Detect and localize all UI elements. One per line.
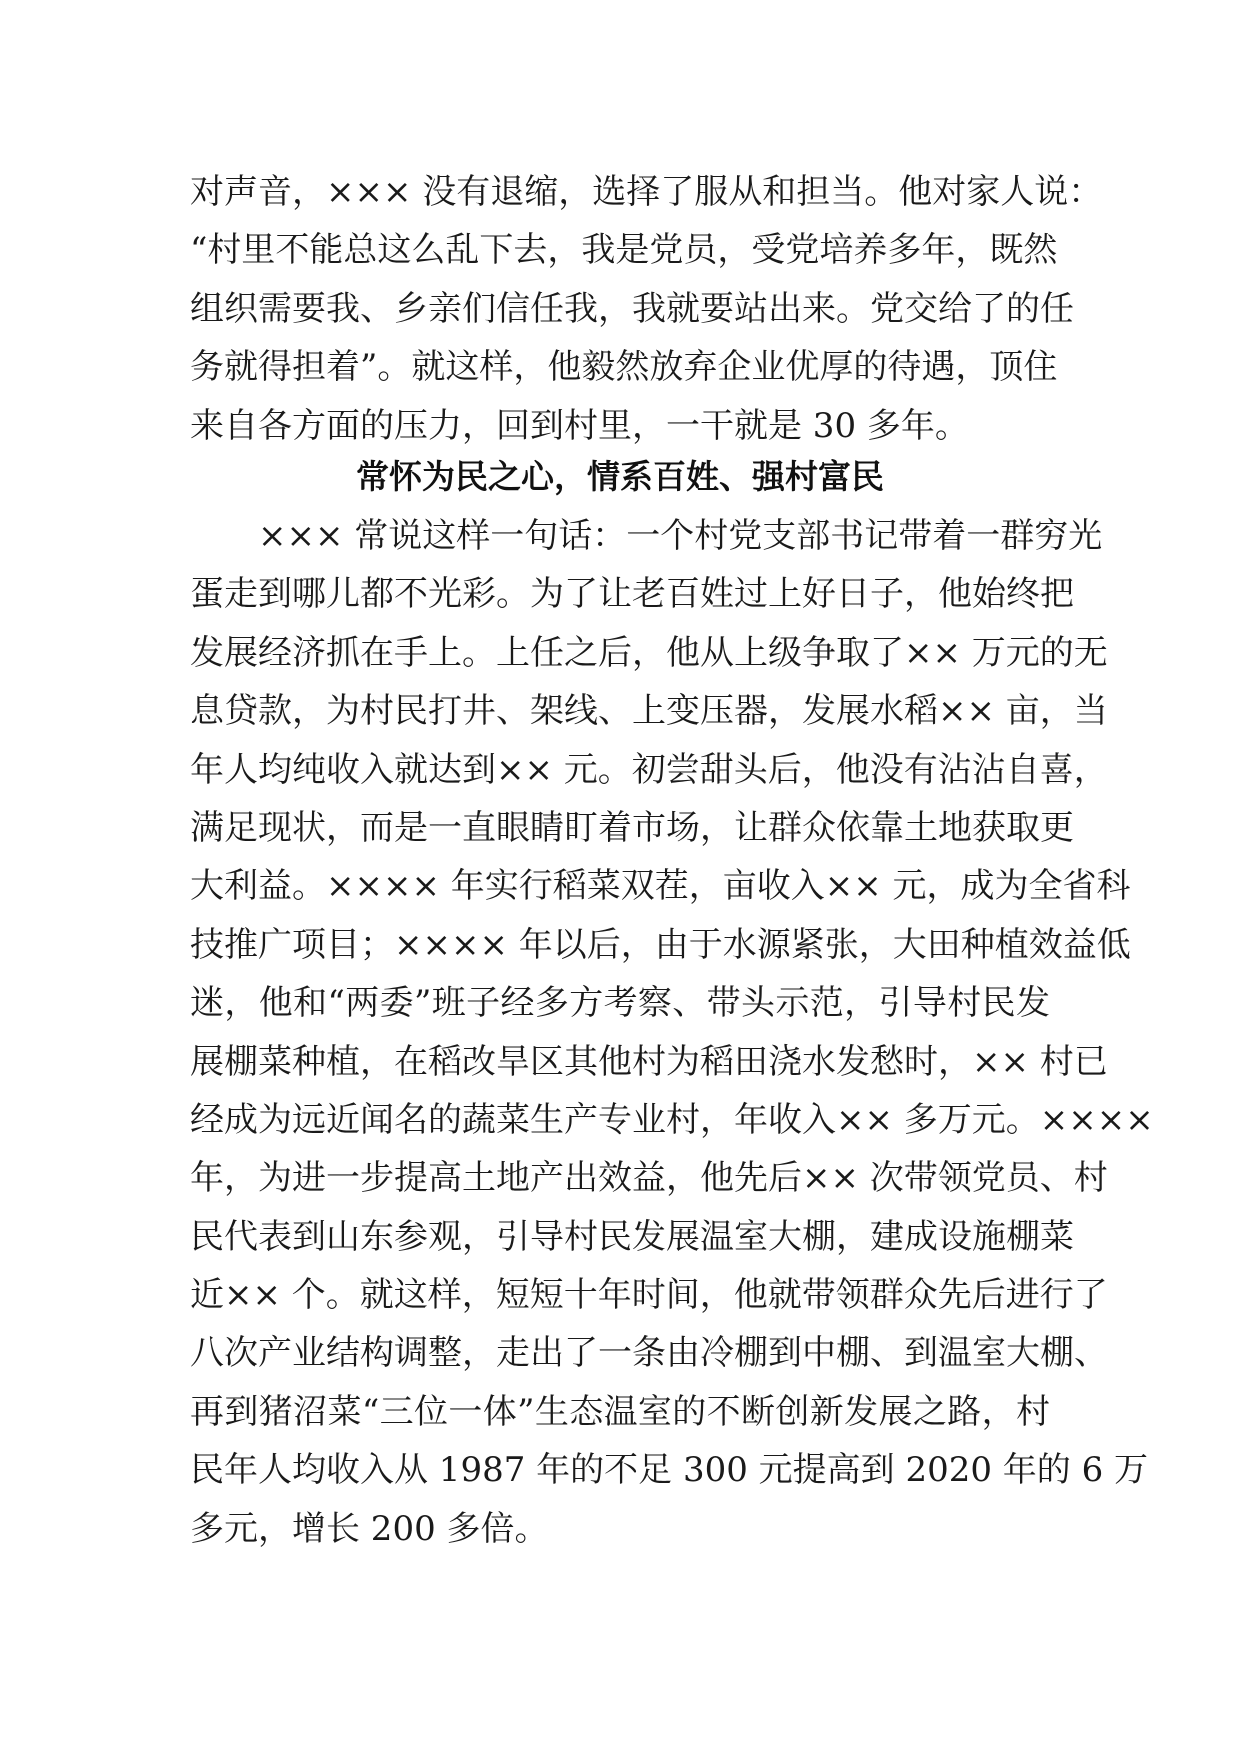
- paragraph-2-line-2: 蛋走到哪儿都不光彩。为了让老百姓过上好日子，他始终把: [190, 574, 1074, 615]
- section-heading: 常怀为民之心，情系百姓、强村富民: [356, 457, 884, 496]
- paragraph-2-line-12: 年，为进一步提高土地产出效益，他先后×× 次带领党员、村: [190, 1158, 1108, 1199]
- paragraph-2-line-9: 迷，他和“两委”班子经多方考察、带头示范，引导村民发: [190, 983, 1050, 1024]
- paragraph-2-line-13: 民代表到山东参观，引导村民发展温室大棚，建成设施棚菜: [190, 1216, 1074, 1257]
- paragraph-2-line-8: 技推广项目；×××× 年以后，由于水源紧张，大田种植效益低: [190, 924, 1131, 965]
- paragraph-2-line-15: 八次产业结构调整，走出了一条由冷棚到中棚、到温室大棚、: [190, 1333, 1108, 1374]
- paragraph-2-line-7: 大利益。×××× 年实行稻菜双茬，亩收入×× 元，成为全省科: [190, 866, 1131, 907]
- paragraph-2-line-17: 民年人均收入从 1987 年的不足 300 元提高到 2020 年的 6 万: [190, 1450, 1149, 1491]
- paragraph-2-line-5: 年人均纯收入就达到×× 元。初尝甜头后，他没有沾沾自喜，: [190, 749, 1108, 790]
- paragraph-2-line-11: 经成为远近闻名的蔬菜生产专业村，年收入×× 多万元。××××: [190, 1099, 1154, 1140]
- paragraph-1-line-1: 对声音，××× 没有退缩，选择了服从和担当。他对家人说：: [190, 172, 1103, 212]
- paragraph-2-line-18: 多元，增长 200 多倍。: [190, 1508, 549, 1549]
- paragraph-1-line-3: 组织需要我、乡亲们信任我，我就要站出来。党交给了的任: [190, 288, 1074, 329]
- paragraph-2-line-10: 展棚菜种植，在稻改旱区其他村为稻田浇水发愁时，×× 村已: [190, 1041, 1108, 1082]
- paragraph-2-line-1: ××× 常说这样一句话：一个村党支部书记带着一群穷光: [190, 516, 1103, 556]
- paragraph-2-line-16: 再到猪沼菜“三位一体”生态温室的不断创新发展之路，村: [190, 1391, 1050, 1432]
- paragraph-2-line-6: 满足现状，而是一直眼睛盯着市场，让群众依靠土地获取更: [190, 807, 1074, 848]
- paragraph-1: [190, 163, 1103, 455]
- paragraph-2: [190, 507, 1154, 1558]
- paragraph-2-line-4: 息贷款，为村民打井、架线、上变压器，发展水稻×× 亩，当: [190, 691, 1108, 732]
- paragraph-2-line-14: 近×× 个。就这样，短短十年时间，他就带领群众先后进行了: [190, 1275, 1108, 1316]
- paragraph-1-line-5: 来自各方面的压力，回到村里，一干就是 30 多年。: [190, 405, 969, 446]
- paragraph-2-line-3: 发展经济抓在手上。上任之后，他从上级争取了×× 万元的无: [190, 632, 1108, 673]
- paragraph-1-line-4: 务就得担着”。就这样，他毅然放弃企业优厚的待遇，顶住: [190, 347, 1058, 388]
- paragraph-1-line-2: “村里不能总这么乱下去，我是党员，受党培养多年，既然: [190, 230, 1058, 271]
